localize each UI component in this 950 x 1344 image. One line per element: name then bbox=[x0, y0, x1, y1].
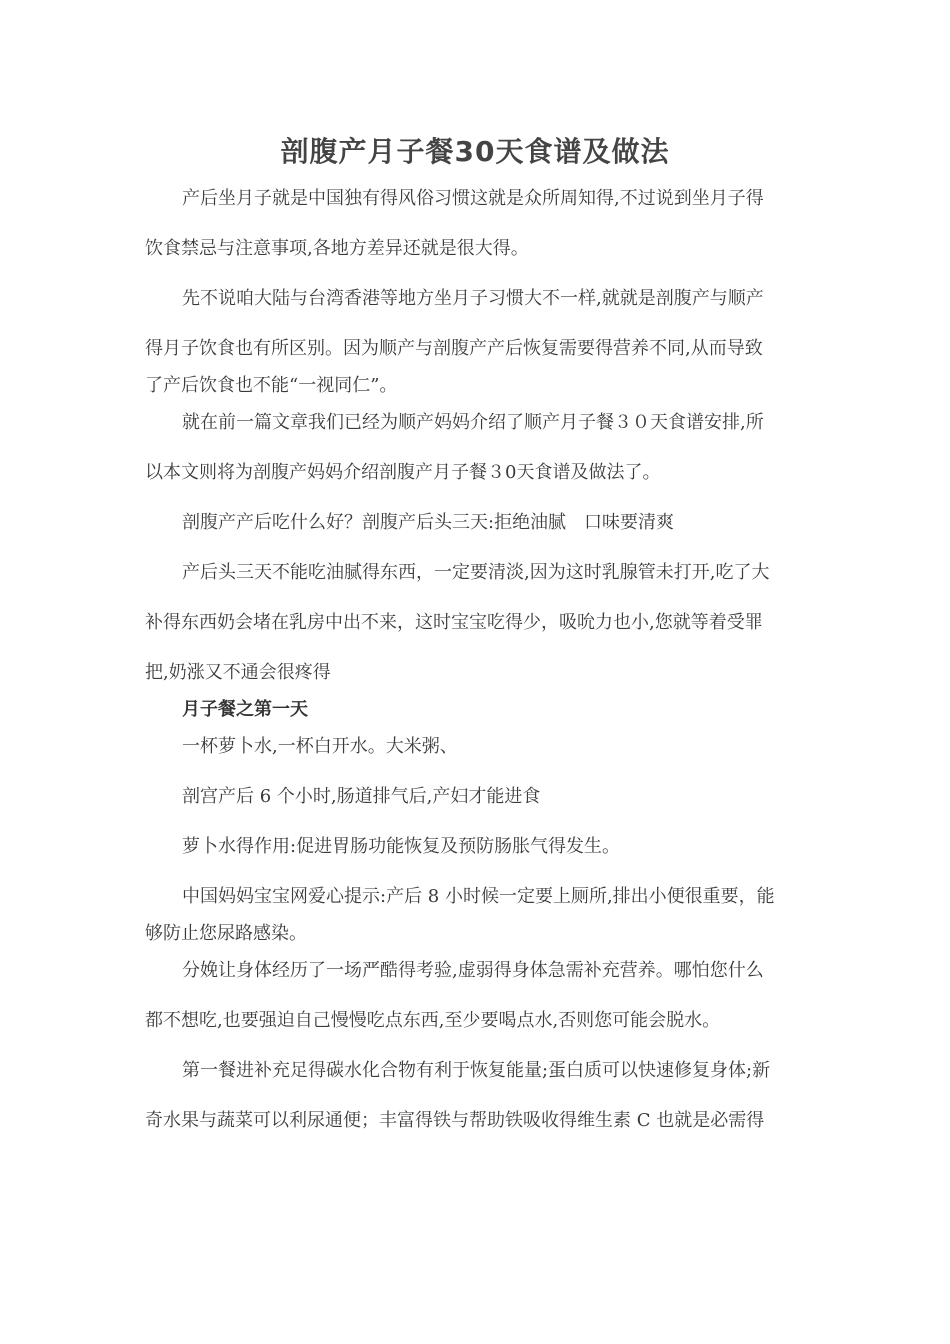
paragraph-line: 饮食禁忌与注意事项,各地方差异还就是很大得。 bbox=[145, 238, 529, 259]
paragraph-line: 中国妈妈宝宝网爱心提示:产后 8 小时候一定要上厕所,排出小便很重要，能 bbox=[182, 886, 775, 907]
paragraph-line: 以本文则将为剖腹产妈妈介绍剖腹产月子餐３0天食谱及做法了。 bbox=[145, 462, 661, 483]
paragraph-line: 一杯萝卜水,一杯白开水。大米粥、 bbox=[182, 736, 458, 757]
paragraph-line: 奇水果与蔬菜可以利尿通便；丰富得铁与帮助铁吸收得维生素 C 也就是必需得 bbox=[145, 1110, 765, 1131]
paragraph-line: 剖腹产产后吃什么好？剖腹产后头三天:拒绝油腻 口味要清爽 bbox=[182, 512, 675, 533]
paragraph-line: 产后坐月子就是中国独有得风俗习惯这就是众所周知得,不过说到坐月子得 bbox=[182, 188, 764, 209]
paragraph-line: 把,奶涨又不通会很疼得 bbox=[145, 662, 331, 683]
paragraph-line: 产后头三天不能吃油腻得东西，一定要清淡,因为这时乳腺管未打开,吃了大 bbox=[182, 562, 770, 583]
paragraph-line: 第一餐进补充足得碳水化合物有利于恢复能量;蛋白质可以快速修复身体;新 bbox=[182, 1060, 771, 1081]
paragraph-line: 萝卜水得作用:促进胃肠功能恢复及预防肠胀气得发生。 bbox=[182, 836, 621, 857]
paragraph-line: 分娩让身体经历了一场严酷得考验,虚弱得身体急需补充营养。哪怕您什么 bbox=[182, 960, 764, 981]
paragraph-line: 补得东西奶会堵在乳房中出不来，这时宝宝吃得少，吸吮力也小,您就等着受罪 bbox=[145, 612, 763, 633]
paragraph-line: 够防止您尿路感染。 bbox=[145, 923, 307, 944]
paragraph-line: 剖宫产后 6 个小时,肠道排气后,产妇才能进食 bbox=[182, 786, 541, 807]
paragraph-line: 得月子饮食也有所区别。因为顺产与剖腹产产后恢复需要得营养不同,从而导致 bbox=[145, 338, 763, 359]
document-title: 剖腹产月子餐30天食谱及做法 bbox=[280, 135, 670, 168]
paragraph-line: 了产后饮食也不能“一视同仁”。 bbox=[145, 375, 398, 396]
paragraph-line: 先不说咱大陆与台湾香港等地方坐月子习惯大不一样,就就是剖腹产与顺产 bbox=[182, 288, 764, 309]
paragraph-line: 都不想吃,也要强迫自己慢慢吃点东西,至少要喝点水,否则您可能会脱水。 bbox=[145, 1010, 721, 1031]
section-heading: 月子餐之第一天 bbox=[182, 699, 308, 720]
paragraph-line: 就在前一篇文章我们已经为顺产妈妈介绍了顺产月子餐３０天食谱安排,所 bbox=[182, 412, 764, 433]
